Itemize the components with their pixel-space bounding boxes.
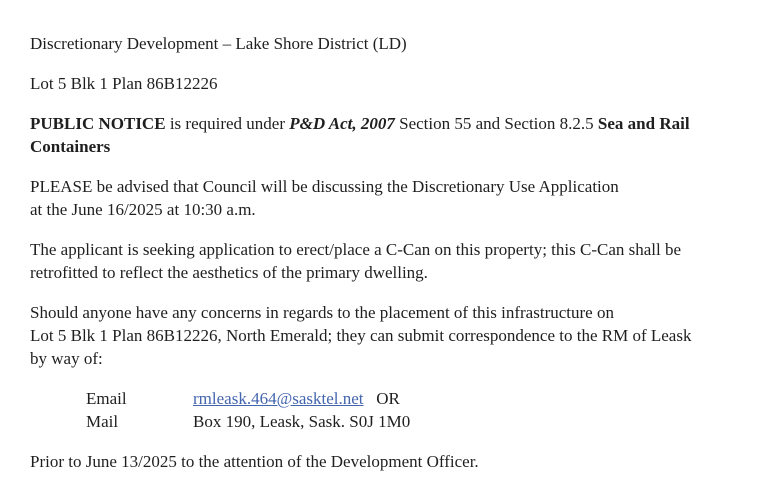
text-line	[86, 410, 768, 433]
paragraph-title	[30, 32, 768, 55]
text-line	[30, 450, 768, 473]
paragraph-application-details	[30, 238, 768, 284]
contact-label: Mail	[86, 412, 119, 431]
text-segment: retrofitted to reflect the aesthetics of the primary dwelling.	[30, 263, 428, 282]
text-line	[30, 135, 768, 158]
text-segment: PUBLIC NOTICE	[30, 114, 166, 133]
text-segment: The applicant is seeking application to erect/place a C-Can on this property; this C-Can shall be	[30, 240, 682, 259]
email-link[interactable]: rmleask.464@sasktel.net	[193, 389, 364, 408]
text-line	[86, 387, 768, 410]
text-segment: by way of:	[30, 349, 103, 368]
paragraph-public-notice	[30, 112, 768, 158]
text-line	[30, 238, 768, 261]
text-line	[30, 261, 768, 284]
text-segment: is required under	[165, 114, 290, 133]
text-segment: P&D Act, 2007	[289, 114, 395, 133]
document-body	[30, 32, 768, 473]
text-segment: Should anyone have any concerns in regards to the placement of this infrastructure on	[30, 303, 614, 322]
text-segment: Prior to June 13/2025 to the attention of the Development Officer.	[30, 452, 479, 471]
text-segment: at the June 16/2025 at 10:30 a.m.	[30, 200, 256, 219]
paragraph-deadline	[30, 450, 768, 473]
text-segment: Sea and Rail	[597, 114, 690, 133]
text-segment: Discretionary Development – Lake Shore District (LD)	[30, 34, 407, 53]
text-segment: Containers	[30, 137, 111, 156]
text-line	[30, 301, 768, 324]
contact-label: Email	[86, 389, 127, 408]
paragraph-concerns-instructions	[30, 301, 768, 370]
paragraph-legal-description	[30, 72, 768, 95]
text-segment: Lot 5 Blk 1 Plan 86B12226	[30, 74, 218, 93]
text-line	[30, 175, 768, 198]
text-segment: OR	[363, 389, 400, 408]
text-line	[30, 32, 768, 55]
text-segment: Box 190, Leask, Sask. S0J 1M0	[193, 412, 411, 431]
text-line	[30, 347, 768, 370]
text-line	[30, 198, 768, 221]
text-segment: Lot 5 Blk 1 Plan 86B12226, North Emerald; they can submit correspondence to the RM of Leask	[30, 326, 692, 345]
text-segment: Section 55 and Section 8.2.5	[394, 114, 598, 133]
text-segment: PLEASE be advised that Council will be discussing the Discretionary Use Application	[30, 177, 619, 196]
text-line	[30, 72, 768, 95]
paragraph-meeting-advisory	[30, 175, 768, 221]
paragraph-contact-methods	[30, 387, 768, 433]
text-line	[30, 112, 768, 135]
text-line	[30, 324, 768, 347]
